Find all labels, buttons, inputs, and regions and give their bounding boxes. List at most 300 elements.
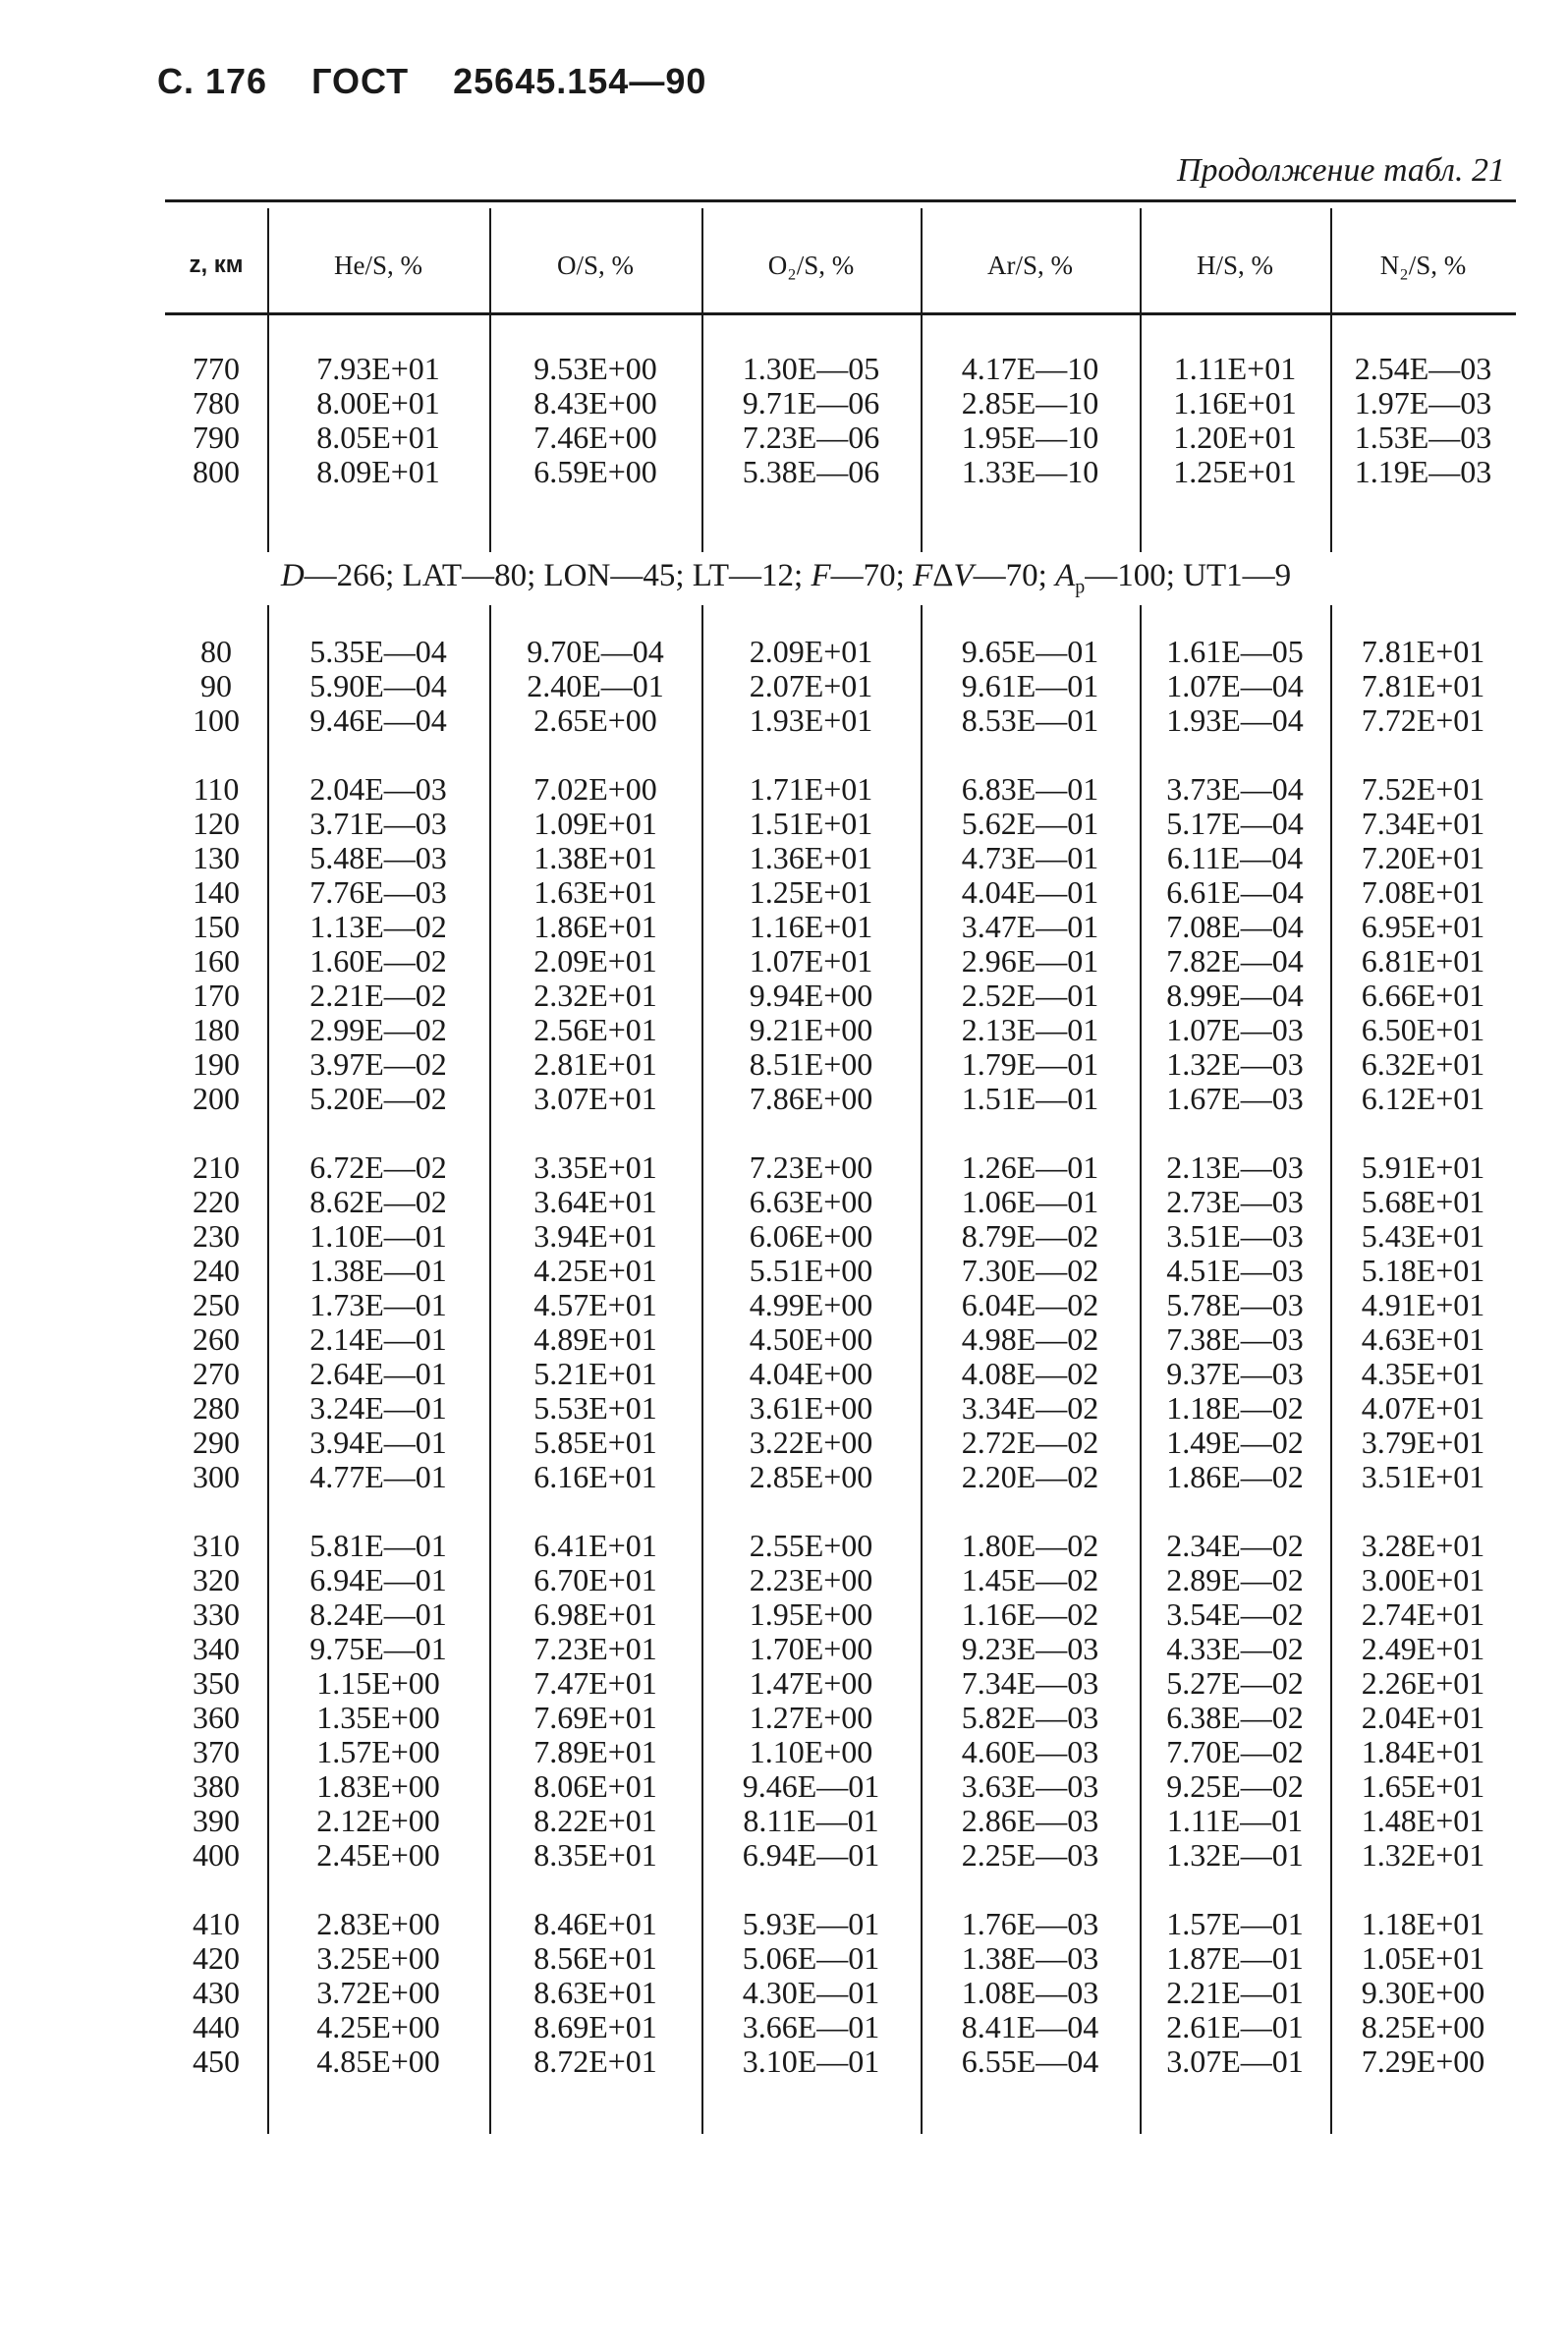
value-cell: 1.07E—03 (1166, 1012, 1304, 1047)
value-cell: 3.72E+00 (316, 1975, 440, 2010)
value-cell: 6.98E+01 (533, 1596, 657, 1632)
conditions-line: D—266; LAT—80; LON—45; LT—12; F—70; FΔV—70; $A_p—100$; UT1—9 (147, 552, 1425, 605)
value-cell: 7.02E+00 (533, 771, 657, 807)
value-cell: 5.53E+01 (533, 1390, 657, 1426)
value-cell: 3.07E—01 (1166, 2043, 1304, 2079)
value-cell: 7.38E—03 (1166, 1321, 1304, 1357)
value-cell: 8.62E—02 (309, 1184, 447, 1219)
value-cell: 8.06E+01 (533, 1768, 657, 1804)
value-cell: 3.25E+00 (316, 1940, 440, 1976)
value-cell: 1.27E+00 (749, 1700, 873, 1735)
value-cell: 1.32E—03 (1166, 1046, 1304, 1082)
value-cell: 3.73E—04 (1166, 771, 1304, 807)
value-cell: 7.76E—03 (309, 874, 447, 910)
value-cell: 1.07E—04 (1166, 668, 1304, 703)
value-cell: 2.40E—01 (527, 668, 664, 703)
condition-lon: LON—45; (543, 558, 685, 593)
value-cell: 1.63E+01 (533, 874, 657, 910)
value-cell: 3.24E—01 (309, 1390, 447, 1426)
value-cell: 1.61E—05 (1166, 634, 1304, 669)
value-cell: 2.07E+01 (749, 668, 873, 703)
value-cell: 5.78E—03 (1166, 1287, 1304, 1322)
value-cell: 1.87E—01 (1166, 1940, 1304, 1976)
value-cell: 1.70E+00 (749, 1631, 873, 1666)
value-cell: 6.94E—01 (309, 1562, 447, 1597)
value-cell: 1.11E+01 (1173, 351, 1297, 386)
altitude-cell: 170 (193, 978, 240, 1013)
value-cell: 3.28E+01 (1361, 1528, 1485, 1563)
value-cell: 3.51E+01 (1361, 1459, 1485, 1494)
altitude-cell: 240 (193, 1253, 240, 1288)
value-cell: 2.99E—02 (309, 1012, 447, 1047)
value-cell: 1.47E+00 (749, 1665, 873, 1701)
value-cell: 9.46E—01 (742, 1768, 880, 1804)
value-cell: 4.51E—03 (1166, 1253, 1304, 1288)
altitude-cell: 300 (193, 1459, 240, 1494)
altitude-cell: 800 (193, 454, 240, 489)
value-cell: 2.45E+00 (316, 1837, 440, 1873)
value-cell: 4.04E+00 (749, 1356, 873, 1391)
value-cell: 5.18E+01 (1361, 1253, 1485, 1288)
condition-ut: UT1—9 (1183, 558, 1292, 593)
value-cell: 3.34E—02 (961, 1390, 1099, 1426)
altitude-cell: 100 (193, 702, 240, 738)
value-cell: 4.85E+00 (316, 2043, 440, 2079)
value-cell: 4.17E—10 (961, 351, 1099, 386)
value-cell: 7.30E—02 (961, 1253, 1099, 1288)
value-cell: 2.83E+00 (316, 1906, 440, 1941)
value-cell: 1.36E+01 (749, 840, 873, 875)
value-cell: 7.08E+01 (1361, 874, 1485, 910)
value-cell: 1.05E+01 (1361, 1940, 1485, 1976)
value-cell: 1.67E—03 (1166, 1081, 1304, 1116)
value-cell: 1.45E—02 (961, 1562, 1099, 1597)
page-number: С. 176 (157, 61, 268, 101)
value-cell: 4.25E+00 (316, 2009, 440, 2044)
value-cell: 7.23E+00 (749, 1149, 873, 1185)
condition-d: —266; (304, 558, 395, 593)
value-cell: 1.20E+01 (1173, 420, 1297, 455)
value-cell: 1.19E—03 (1354, 454, 1492, 489)
value-cell: 1.83E+00 (316, 1768, 440, 1804)
altitude-cell: 90 (200, 668, 232, 703)
value-cell: 2.54E—03 (1354, 351, 1492, 386)
value-cell: 5.17E—04 (1166, 806, 1304, 841)
value-cell: 1.80E—02 (961, 1528, 1099, 1563)
value-cell: 9.30E+00 (1361, 1975, 1485, 2010)
value-cell: 2.64E—01 (309, 1356, 447, 1391)
altitude-cell: 320 (193, 1562, 240, 1597)
value-cell: 8.00E+01 (316, 385, 440, 420)
altitude-cell: 350 (193, 1665, 240, 1701)
value-cell: 6.66E+01 (1361, 978, 1485, 1013)
value-cell: 5.35E—04 (309, 634, 447, 669)
value-cell: 2.12E+00 (316, 1803, 440, 1838)
value-cell: 1.30E—05 (742, 351, 880, 386)
value-cell: 5.06E—01 (742, 1940, 880, 1976)
value-cell: 9.61E—01 (961, 668, 1099, 703)
value-cell: 1.16E—02 (961, 1596, 1099, 1632)
value-cell: 7.72E+01 (1361, 702, 1485, 738)
value-cell: 6.12E+01 (1361, 1081, 1485, 1116)
value-cell: 1.86E—02 (1166, 1459, 1304, 1494)
value-cell: 8.51E+00 (749, 1046, 873, 1082)
value-cell: 7.34E—03 (961, 1665, 1099, 1701)
value-cell: 3.47E—01 (961, 909, 1099, 944)
altitude-cell: 210 (193, 1149, 240, 1185)
altitude-cell: 130 (193, 840, 240, 875)
value-cell: 1.25E+01 (1173, 454, 1297, 489)
column-header-he: He/S, % (334, 250, 422, 280)
value-cell: 4.98E—02 (961, 1321, 1099, 1357)
value-cell: 9.25E—02 (1166, 1768, 1304, 1804)
value-cell: 5.81E—01 (309, 1528, 447, 1563)
altitude-cell: 370 (193, 1734, 240, 1769)
value-cell: 2.55E+00 (749, 1528, 873, 1563)
value-cell: 3.10E—01 (742, 2043, 880, 2079)
value-cell: 2.89E—02 (1166, 1562, 1304, 1597)
value-cell: 1.57E+00 (316, 1734, 440, 1769)
value-cell: 1.38E—03 (961, 1940, 1099, 1976)
value-cell: 3.64E+01 (533, 1184, 657, 1219)
column-header-ar: Ar/S, % (987, 250, 1073, 280)
value-cell: 1.93E—04 (1166, 702, 1304, 738)
value-cell: 7.46E+00 (533, 420, 657, 455)
value-cell: 1.13E—02 (309, 909, 447, 944)
value-cell: 3.22E+00 (749, 1425, 873, 1460)
value-cell: 3.00E+01 (1361, 1562, 1485, 1597)
value-cell: 4.77E—01 (309, 1459, 447, 1494)
altitude-cell: 250 (193, 1287, 240, 1322)
value-cell: 6.04E—02 (961, 1287, 1099, 1322)
value-cell: 4.63E+01 (1361, 1321, 1485, 1357)
value-cell: 7.89E+01 (533, 1734, 657, 1769)
value-cell: 5.27E—02 (1166, 1665, 1304, 1701)
value-cell: 1.73E—01 (309, 1287, 447, 1322)
value-cell: 2.04E+01 (1361, 1700, 1485, 1735)
value-cell: 2.32E+01 (533, 978, 657, 1013)
value-cell: 6.94E—01 (742, 1837, 880, 1873)
value-cell: 3.63E—03 (961, 1768, 1099, 1804)
column-header-o: O/S, % (556, 250, 634, 280)
value-cell: 1.93E+01 (749, 702, 873, 738)
value-cell: 3.94E—01 (309, 1425, 447, 1460)
value-cell: 3.97E—02 (309, 1046, 447, 1082)
value-cell: 6.61E—04 (1166, 874, 1304, 910)
value-cell: 3.61E+00 (749, 1390, 873, 1426)
value-cell: 7.08E—04 (1166, 909, 1304, 944)
value-cell: 4.99E+00 (749, 1287, 873, 1322)
value-cell: 6.83E—01 (961, 771, 1099, 807)
standard-label: ГОСТ (311, 61, 410, 101)
value-cell: 9.65E—01 (961, 634, 1099, 669)
altitude-cell: 780 (193, 385, 240, 420)
value-cell: 6.55E—04 (961, 2043, 1099, 2079)
value-cell: 1.16E+01 (749, 909, 873, 944)
value-cell: 5.68E+01 (1361, 1184, 1485, 1219)
value-cell: 7.81E+01 (1361, 634, 1485, 669)
value-cell: 8.11E—01 (743, 1803, 879, 1838)
value-cell: 3.71E—03 (309, 806, 447, 841)
value-cell: 1.48E+01 (1361, 1803, 1485, 1838)
value-cell: 1.35E+00 (316, 1700, 440, 1735)
value-cell: 6.95E+01 (1361, 909, 1485, 944)
value-cell: 2.23E+00 (749, 1562, 873, 1597)
value-cell: 2.52E—01 (961, 978, 1099, 1013)
value-cell: 7.70E—02 (1166, 1734, 1304, 1769)
value-cell: 1.07E+01 (749, 943, 873, 979)
table-continuation-label: Продолжение табл. 21 (1176, 152, 1505, 189)
value-cell: 8.25E+00 (1361, 2009, 1485, 2044)
altitude-cell: 150 (193, 909, 240, 944)
value-cell: 1.57E—01 (1166, 1906, 1304, 1941)
value-cell: 5.90E—04 (309, 668, 447, 703)
standard-number: 25645.154—90 (453, 61, 707, 101)
value-cell: 2.20E—02 (961, 1459, 1099, 1494)
value-cell: 1.08E—03 (961, 1975, 1099, 2010)
value-cell: 1.49E—02 (1166, 1425, 1304, 1460)
value-cell: 6.81E+01 (1361, 943, 1485, 979)
value-cell: 8.41E—04 (961, 2009, 1099, 2044)
value-cell: 8.22E+01 (533, 1803, 657, 1838)
altitude-cell: 270 (193, 1356, 240, 1391)
altitude-cell: 310 (193, 1528, 240, 1563)
value-cell: 1.53E—03 (1354, 420, 1492, 455)
condition-lt: LT—12; (692, 558, 804, 593)
value-cell: 4.50E+00 (749, 1321, 873, 1357)
value-cell: 9.75E—01 (309, 1631, 447, 1666)
column-header-n2: N₂/S, % (1379, 250, 1467, 280)
altitude-cell: 440 (193, 2009, 240, 2044)
value-cell: 8.63E+01 (533, 1975, 657, 2010)
altitude-cell: 450 (193, 2043, 240, 2079)
value-cell: 1.32E—01 (1166, 1837, 1304, 1873)
value-cell: 7.29E+00 (1361, 2043, 1485, 2079)
altitude-cell: 180 (193, 1012, 240, 1047)
value-cell: 5.21E+01 (533, 1356, 657, 1391)
value-cell: 5.43E+01 (1361, 1218, 1485, 1254)
value-cell: 1.15E+00 (316, 1665, 440, 1701)
value-cell: 2.85E+00 (749, 1459, 873, 1494)
value-cell: 2.81E+01 (533, 1046, 657, 1082)
value-cell: 2.09E+01 (533, 943, 657, 979)
value-cell: 2.13E—03 (1166, 1149, 1304, 1185)
value-cell: 2.04E—03 (309, 771, 447, 807)
value-cell: 7.52E+01 (1361, 771, 1485, 807)
value-cell: 6.59E+00 (533, 454, 657, 489)
altitude-cell: 330 (193, 1596, 240, 1632)
value-cell: 1.09E+01 (533, 806, 657, 841)
value-cell: 1.71E+01 (749, 771, 873, 807)
value-cell: 8.46E+01 (533, 1906, 657, 1941)
value-cell: 1.95E+00 (749, 1596, 873, 1632)
altitude-cell: 360 (193, 1700, 240, 1735)
value-cell: 5.51E+00 (749, 1253, 873, 1288)
altitude-cell: 400 (193, 1837, 240, 1873)
value-cell: 6.50E+01 (1361, 1012, 1485, 1047)
value-cell: 2.49E+01 (1361, 1631, 1485, 1666)
value-cell: 7.86E+00 (749, 1081, 873, 1116)
value-cell: 8.69E+01 (533, 2009, 657, 2044)
value-cell: 7.20E+01 (1361, 840, 1485, 875)
value-cell: 1.51E—01 (961, 1081, 1099, 1116)
value-cell: 2.74E+01 (1361, 1596, 1485, 1632)
value-cell: 2.21E—01 (1166, 1975, 1304, 2010)
altitude-cell: 280 (193, 1390, 240, 1426)
condition-ap: —100; (1085, 558, 1175, 593)
value-cell: 2.86E—03 (961, 1803, 1099, 1838)
altitude-cell: 420 (193, 1940, 240, 1976)
value-cell: 8.56E+01 (533, 1940, 657, 1976)
value-cell: 1.32E+01 (1361, 1837, 1485, 1873)
value-cell: 8.79E—02 (961, 1218, 1099, 1254)
value-cell: 5.38E—06 (742, 454, 880, 489)
altitude-cell: 390 (193, 1803, 240, 1838)
altitude-cell: 80 (200, 634, 232, 669)
value-cell: 9.21E+00 (749, 1012, 873, 1047)
value-cell: 1.38E—01 (309, 1253, 447, 1288)
value-cell: 2.61E—01 (1166, 2009, 1304, 2044)
altitude-cell: 220 (193, 1184, 240, 1219)
value-cell: 3.94E+01 (533, 1218, 657, 1254)
value-cell: 2.85E—10 (961, 385, 1099, 420)
value-cell: 2.73E—03 (1166, 1184, 1304, 1219)
value-cell: 6.72E—02 (309, 1149, 447, 1185)
value-cell: 1.26E—01 (961, 1149, 1099, 1185)
value-cell: 9.70E—04 (527, 634, 664, 669)
value-cell: 5.82E—03 (961, 1700, 1099, 1735)
value-cell: 6.41E+01 (533, 1528, 657, 1563)
value-cell: 9.37E—03 (1166, 1356, 1304, 1391)
value-cell: 4.07E+01 (1361, 1390, 1485, 1426)
value-cell: 1.79E—01 (961, 1046, 1099, 1082)
value-cell: 6.11E—04 (1166, 840, 1304, 875)
value-cell: 8.53E—01 (961, 702, 1099, 738)
value-cell: 4.57E+01 (533, 1287, 657, 1322)
altitude-cell: 410 (193, 1906, 240, 1941)
value-cell: 5.48E—03 (309, 840, 447, 875)
altitude-cell: 160 (193, 943, 240, 979)
value-cell: 2.09E+01 (749, 634, 873, 669)
value-cell: 1.38E+01 (533, 840, 657, 875)
value-cell: 1.95E—10 (961, 420, 1099, 455)
value-cell: 8.99E—04 (1166, 978, 1304, 1013)
altitude-cell: 790 (193, 420, 240, 455)
value-cell: 2.72E—02 (961, 1425, 1099, 1460)
altitude-cell: 110 (193, 771, 240, 807)
value-cell: 4.73E—01 (961, 840, 1099, 875)
value-cell: 2.26E+01 (1361, 1665, 1485, 1701)
altitude-cell: 230 (193, 1218, 240, 1254)
value-cell: 5.85E+01 (533, 1425, 657, 1460)
altitude-cell: 380 (193, 1768, 240, 1804)
value-cell: 7.23E—06 (742, 420, 880, 455)
value-cell: 1.65E+01 (1361, 1768, 1485, 1804)
column-header-o2: O₂/S, % (767, 250, 855, 280)
value-cell: 1.16E+01 (1173, 385, 1297, 420)
value-cell: 3.35E+01 (533, 1149, 657, 1185)
altitude-cell: 140 (193, 874, 240, 910)
value-cell: 1.10E—01 (309, 1218, 447, 1254)
value-cell: 2.65E+00 (533, 702, 657, 738)
value-cell: 1.51E+01 (749, 806, 873, 841)
value-cell: 8.35E+01 (533, 1837, 657, 1873)
value-cell: 6.70E+01 (533, 1562, 657, 1597)
value-cell: 2.13E—01 (961, 1012, 1099, 1047)
value-cell: 8.05E+01 (316, 420, 440, 455)
value-cell: 9.71E—06 (742, 385, 880, 420)
value-cell: 6.63E+00 (749, 1184, 873, 1219)
value-cell: 7.69E+01 (533, 1700, 657, 1735)
value-cell: 3.66E—01 (742, 2009, 880, 2044)
value-cell: 2.56E+01 (533, 1012, 657, 1047)
value-cell: 1.10E+00 (749, 1734, 873, 1769)
condition-fav: —70; (973, 558, 1047, 593)
value-cell: 4.30E—01 (742, 1975, 880, 2010)
value-cell: 7.47E+01 (533, 1665, 657, 1701)
value-cell: 1.76E—03 (961, 1906, 1099, 1941)
value-cell: 4.08E—02 (961, 1356, 1099, 1391)
value-cell: 1.11E—01 (1166, 1803, 1304, 1838)
value-cell: 5.91E+01 (1361, 1149, 1485, 1185)
value-cell: 6.38E—02 (1166, 1700, 1304, 1735)
altitude-cell: 290 (193, 1425, 240, 1460)
column-header-z: z, км (189, 252, 244, 278)
value-cell: 7.23E+01 (533, 1631, 657, 1666)
value-cell: 9.23E—03 (961, 1631, 1099, 1666)
value-cell: 8.43E+00 (533, 385, 657, 420)
value-cell: 2.14E—01 (309, 1321, 447, 1357)
value-cell: 3.79E+01 (1361, 1425, 1485, 1460)
altitude-cell: 340 (193, 1631, 240, 1666)
value-cell: 1.84E+01 (1361, 1734, 1485, 1769)
condition-f: —70; (830, 558, 905, 593)
value-cell: 7.93E+01 (316, 351, 440, 386)
value-cell: 1.18E+01 (1361, 1906, 1485, 1941)
value-cell: 8.24E—01 (309, 1596, 447, 1632)
value-cell: 5.62E—01 (961, 806, 1099, 841)
value-cell: 2.21E—02 (309, 978, 447, 1013)
value-cell: 7.81E+01 (1361, 668, 1485, 703)
altitude-cell: 200 (193, 1081, 240, 1116)
value-cell: 1.06E—01 (961, 1184, 1099, 1219)
value-cell: 4.04E—01 (961, 874, 1099, 910)
value-cell: 3.51E—03 (1166, 1218, 1304, 1254)
value-cell: 9.46E—04 (309, 702, 447, 738)
value-cell: 8.09E+01 (316, 454, 440, 489)
value-cell: 3.54E—02 (1166, 1596, 1304, 1632)
value-cell: 4.33E—02 (1166, 1631, 1304, 1666)
value-cell: 6.06E+00 (749, 1218, 873, 1254)
value-cell: 1.97E—03 (1354, 385, 1492, 420)
value-cell: 7.82E—04 (1166, 943, 1304, 979)
value-cell: 5.20E—02 (309, 1081, 447, 1116)
value-cell: 3.07E+01 (533, 1081, 657, 1116)
value-cell: 4.25E+01 (533, 1253, 657, 1288)
value-cell: 1.18E—02 (1166, 1390, 1304, 1426)
condition-lat: LAT—80; (402, 558, 536, 593)
value-cell: 4.89E+01 (533, 1321, 657, 1357)
altitude-cell: 430 (193, 1975, 240, 2010)
value-cell: 2.25E—03 (961, 1837, 1099, 1873)
value-cell: 5.93E—01 (742, 1906, 880, 1941)
value-cell: 2.34E—02 (1166, 1528, 1304, 1563)
altitude-cell: 190 (193, 1046, 240, 1082)
value-cell: 9.94E+00 (749, 978, 873, 1013)
value-cell: 1.33E—10 (961, 454, 1099, 489)
value-cell: 8.72E+01 (533, 2043, 657, 2079)
altitude-cell: 260 (193, 1321, 240, 1357)
